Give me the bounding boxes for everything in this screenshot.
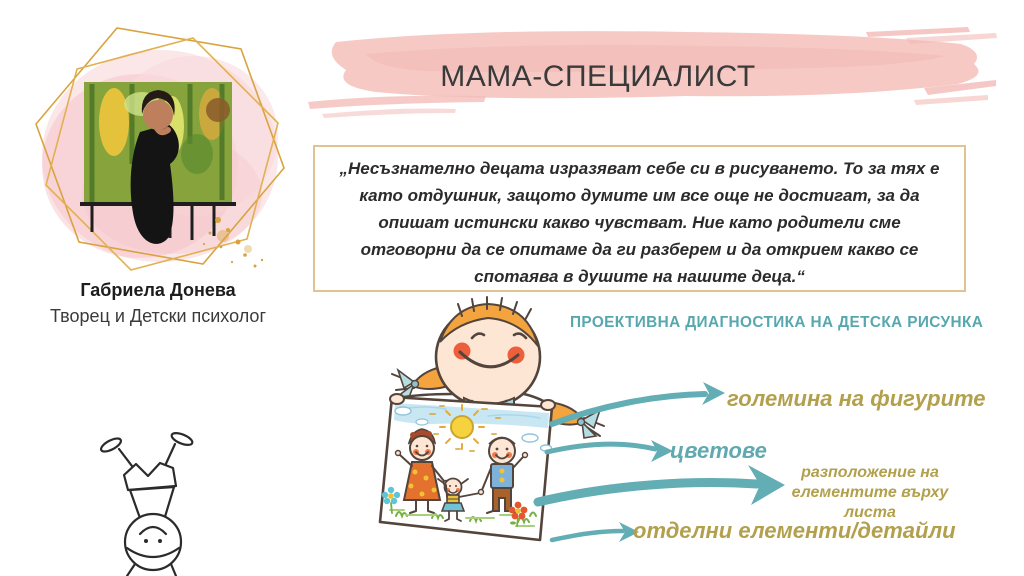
label-element-placement-line2: елементите върху листа xyxy=(791,484,949,521)
section-heading: ПРОЕКТИВНА ДИАГНОСТИКА НА ДЕТСКА РИСУНКА xyxy=(570,314,984,331)
arrow-figure-size xyxy=(552,394,705,424)
slide-title: МАМА-СПЕЦИАЛИСТ xyxy=(440,60,756,93)
label-individual-elements: отделни елементи/детайли xyxy=(633,518,956,543)
artist-photo xyxy=(22,14,298,282)
arrow-colors xyxy=(547,444,655,452)
arrow-details xyxy=(552,531,623,540)
label-colors: цветове xyxy=(670,438,767,463)
label-element-placement xyxy=(768,463,972,523)
handstand-doodle xyxy=(78,418,228,576)
label-figure-size: големина на фигурите xyxy=(727,386,986,411)
label-element-placement-line1: разположение на xyxy=(801,464,939,481)
profile-role: Творец и Детски психолог xyxy=(49,306,267,326)
profile-name: Габриела Донева xyxy=(80,280,236,300)
quote-text: „Несъзнателно децата изразяват себе си в рисуването. То за тях е като отдушник, защото думите им все още не достигат, за да опишат истински какво чувстват. Ние като родители сме отговорни да се опитаме да ги разберем и да открием какво се спотаява в душите на нашите деца.“ xyxy=(339,159,940,286)
quote-box xyxy=(313,145,966,292)
arrow-placement xyxy=(538,483,757,502)
